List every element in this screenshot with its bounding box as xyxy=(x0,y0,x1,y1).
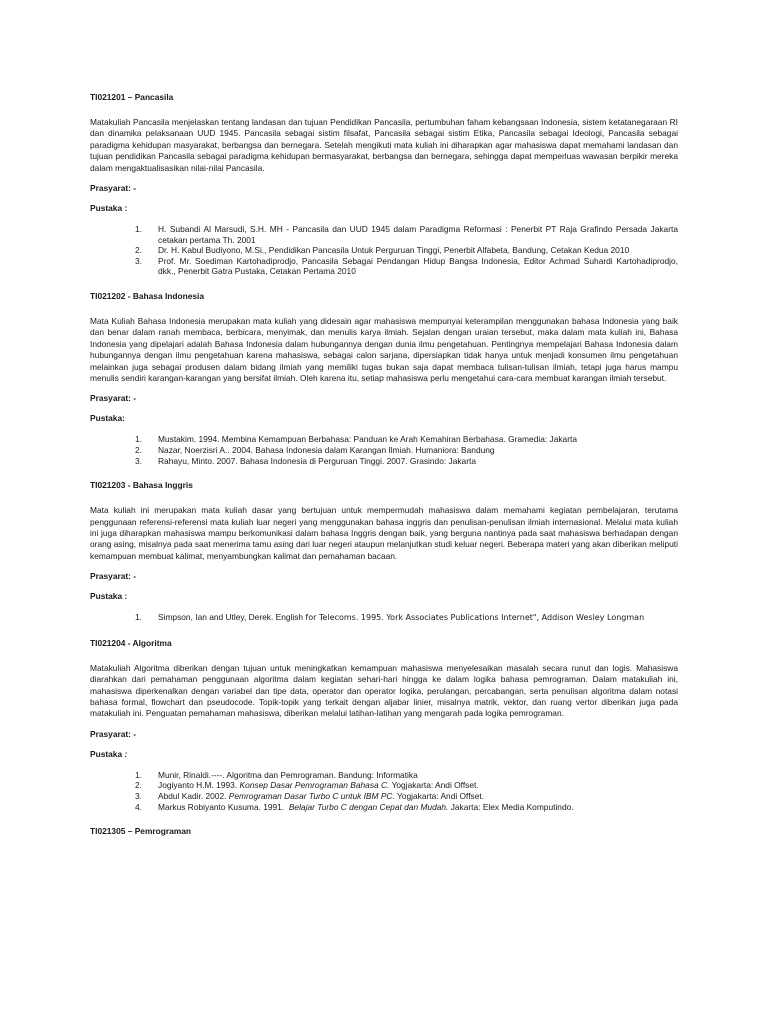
list-item xyxy=(90,780,678,791)
list-number: 2. xyxy=(135,445,142,456)
list-item xyxy=(90,770,678,781)
section-body: Matakuliah Pancasila menjelaskan tentang landasan dan tujuan Pendidikan Pancasila, pertumbuhan faham kebangsaan Indonesia, sistem ketatanegaraan RI dan dinamika pelaksanaan UUD 1945. Pancasila sebagai sistim filsafat, Pancasila sebagai sistim Etika, Pancasila sebagai Ideologi, Pancasila sebagai paradigma kehidupan masyarakat, berbangsa dan bernegara. Setelah mengikuti mata kuliah ini diharapkan agar mahasiswa dapat memahami landasan dan tujuan pendidikan Pancasila sebagai paradigma kehidupan bermasyarakat, berbangsa dan bernegara, sehingga dapat memperluas wawasan berpikir mereka dalam mengaktualisasikan nilai-nilai Pancasila. xyxy=(90,117,678,173)
reference-publisher: Yogjakarta: Andi Offset. xyxy=(396,791,485,802)
reference-text: Rahayu, Minto. 2007. Bahasa Indonesia di Perguruan Tinggi. 2007. Grasindo: Jakarta xyxy=(158,455,476,466)
list-number: 1. xyxy=(135,434,142,445)
list-item xyxy=(90,256,678,277)
section-title: TI021204 - Algoritma xyxy=(90,637,172,648)
reference-list xyxy=(90,224,678,277)
list-number: 3. xyxy=(135,791,142,802)
pustaka-label: Pustaka : xyxy=(90,591,128,602)
section-title: TI021305 – Pemrograman xyxy=(90,826,192,837)
reference-text: Dr. H. Kabul Budiyono, M.Si., Pendidikan Pancasila Untuk Perguruan Tinggi, Penerbit Alfabeta, Bandung, Cetakan Kedua 2010 xyxy=(158,245,630,256)
reference-list xyxy=(90,770,678,812)
list-item xyxy=(90,456,678,467)
reference-text-part: Simpson, Ian and Utley, Derek. English xyxy=(158,612,304,623)
list-item xyxy=(90,245,678,256)
list-number: 4. xyxy=(135,801,142,812)
reference-text: Mustakim. 1994. Membina Kemampuan Berbahasa: Panduan ke Arah Kemahiran Berbahasa. Gramedia: Jakarta xyxy=(158,434,577,445)
reference-title: Pemrograman Dasar Turbo C untuk IBM PC. xyxy=(228,791,395,802)
section-body: Mata Kuliah Bahasa Indonesia merupakan mata kuliah yang didesain agar mahasiswa mempunyai keterampilan menggunakan bahasa Indonesia yang baik dan benar dalam ranah membaca, berbicara, menyimak, dan menulis karya ilmiah. Sejalan dengan uraian tersebut, maka dalam mata kuliah ini, Bahasa Indonesia yang dipelajari adalah Bahasa Indonesia dalam hubungannya dengan dunia ilmu pengetahuan. Pentingnya mempelajari Bahasa Indonesia dalam hubungannya dengan ilmu pengetahuan karena mahasiswa, sebagai calon sarjana, dipersiapkan tidak hanya untuk menjadi konsumen ilmu pengetahuan melainkan juga sebagai produsen dalam bidang ilmiah yang memiliki tugas bukan saja dapat membaca tulisan-tulisan ilmiah, tetapi juga harus mampu menulis sendiri karangan-karangan yang bersifat ilmiah. Oleh karena itu, setiap mahasiswa perlu mengetahui cara-cara membuat karangan ilmiah tersebut. xyxy=(90,316,678,384)
section-body: Matakuliah Algoritma diberikan dengan tujuan untuk meningkatkan kemampuan mahasiswa menyelesaikan masalah secara runut dan logis. Mahasiswa diarahkan dari pemahaman penggunaan algoritma dalam kegiatan sehari-hari hingga ke dalam logika bahasa pemrograman. Dalam matakuliah ini, mahasiswa diperkenalkan dengan variabel dan tipe data, operator dan operator logika, perulangan, percabangan, serta penulisan algoritma dalam notasi bahasa formal, flowchart dan pseudocode. Topik-topik yang terkait dengan aljabar linier, misalnya matrik, vektor, dan ruang vertor diberikan juga pada matakuliah ini. Penguatan pemahaman mahasiswa, diberikan melalui latihan-latihan yang mengarah pada logika pemrograman. xyxy=(90,662,678,719)
reference-title: Konsep Dasar Pemrograman Bahasa C. xyxy=(239,780,390,791)
reference-text: H. Subandi Al Marsudi, S.H. MH - Pancasila dan UUD 1945 dalam Paradigma Reformasi : Penerbit PT Raja Grafindo Persada Jakarta cetakan pertama Th. 2001 xyxy=(158,224,678,245)
pustaka-label: Pustaka: xyxy=(90,413,125,424)
pustaka-word: Pustaka xyxy=(90,748,123,759)
reference-publisher: Jakarta: Elex Media Komputindo. xyxy=(450,801,574,812)
reference-publisher: Yogjakarta: Andi Offset. xyxy=(391,780,479,791)
pustaka-label: Pustaka : xyxy=(90,203,128,214)
reference-text: Munir, Rinaldi.----. Algoritma dan Pemrograman. Bandung: Informatika xyxy=(158,769,418,780)
list-item xyxy=(90,224,678,245)
document-content xyxy=(90,92,678,837)
reference-text-part: for Telecoms. 1995. York Associates Publications Internet", Addison Wesley Longman xyxy=(305,613,645,623)
list-item xyxy=(90,434,678,445)
reference-list xyxy=(90,612,678,624)
prasyarat-label: Prasyarat: - xyxy=(90,571,137,582)
section-title: TI021202 - Bahasa Indonesia xyxy=(90,291,205,301)
reference-title: Belajar Turbo C dengan Cepat dan Mudah. xyxy=(288,801,449,812)
section-title: TI021203 - Bahasa Inggris xyxy=(90,480,193,491)
reference-text xyxy=(158,802,678,813)
list-number: 1. xyxy=(135,612,142,623)
list-number: 2. xyxy=(135,245,142,256)
list-number: 2. xyxy=(135,780,142,791)
list-item xyxy=(90,802,678,813)
prasyarat-label: Prasyarat: - xyxy=(90,728,137,739)
list-item xyxy=(90,612,678,624)
prasyarat-label: Prasyarat: - xyxy=(90,393,137,404)
reference-author: Abdul Kadir. 2002. xyxy=(158,791,227,802)
reference-text xyxy=(158,612,678,624)
reference-text xyxy=(158,791,678,802)
pustaka-colon: : xyxy=(124,748,128,759)
list-item xyxy=(90,445,678,456)
reference-text xyxy=(158,780,678,791)
list-number: 3. xyxy=(135,255,142,266)
list-number: 3. xyxy=(135,455,142,466)
section-title: TI021201 – Pancasila xyxy=(90,92,174,102)
reference-list xyxy=(90,434,678,466)
reference-text: Nazar, Noerzisri A.. 2004. Bahasa Indonesia dalam Karangan Ilmiah. Humaniora: Bandung xyxy=(158,445,495,456)
reference-text: Prof. Mr. Soediman Kartohadiprodjo, Pancasila Sebagai Pendangan Hidup Bangsa Indonesia, Editor Achmad Suhardi Kartohadiprodjo, dkk., Penerbit Gatra Pustaka, Cetakan Pertama 2010 xyxy=(158,255,678,277)
list-item xyxy=(90,791,678,802)
reference-author: Markus Robiyanto Kusuma. 1991. xyxy=(158,801,285,812)
list-number: 1. xyxy=(135,769,142,780)
reference-author: Jogiyanto H.M. 1993. xyxy=(158,780,238,791)
prasyarat-label: Prasyarat: - xyxy=(90,183,137,194)
pustaka-label xyxy=(90,749,678,760)
section-body: Mata kuliah ini merupakan mata kuliah dasar yang bertujuan untuk mempermudah mahasiswa dalam memahami kegiatan pembelajaran, terutama penggunaan referensi-referensi mata kuliah luar negeri yang menggunakan bahasa inggris dan penulisan-penulisan ilmiah internasional. Melalui mata kuliah ini juga diharapkan mahasiswa mampu berkomunikasi dalam bahasa Inggris dengan baik, yang berguna nantinya pada saat mahasiswa berhadapan dengan orang asing, misalnya pada saat menerima tamu asing dari luar negeri ataupun melanjutkan studi keluar negeri. Beberapa materi yang akan diberikan meliputi kemampuan membuat kalimat, menyambungkan kalimat dan pemahaman bacaan. xyxy=(90,505,678,561)
list-number: 1. xyxy=(135,224,142,235)
